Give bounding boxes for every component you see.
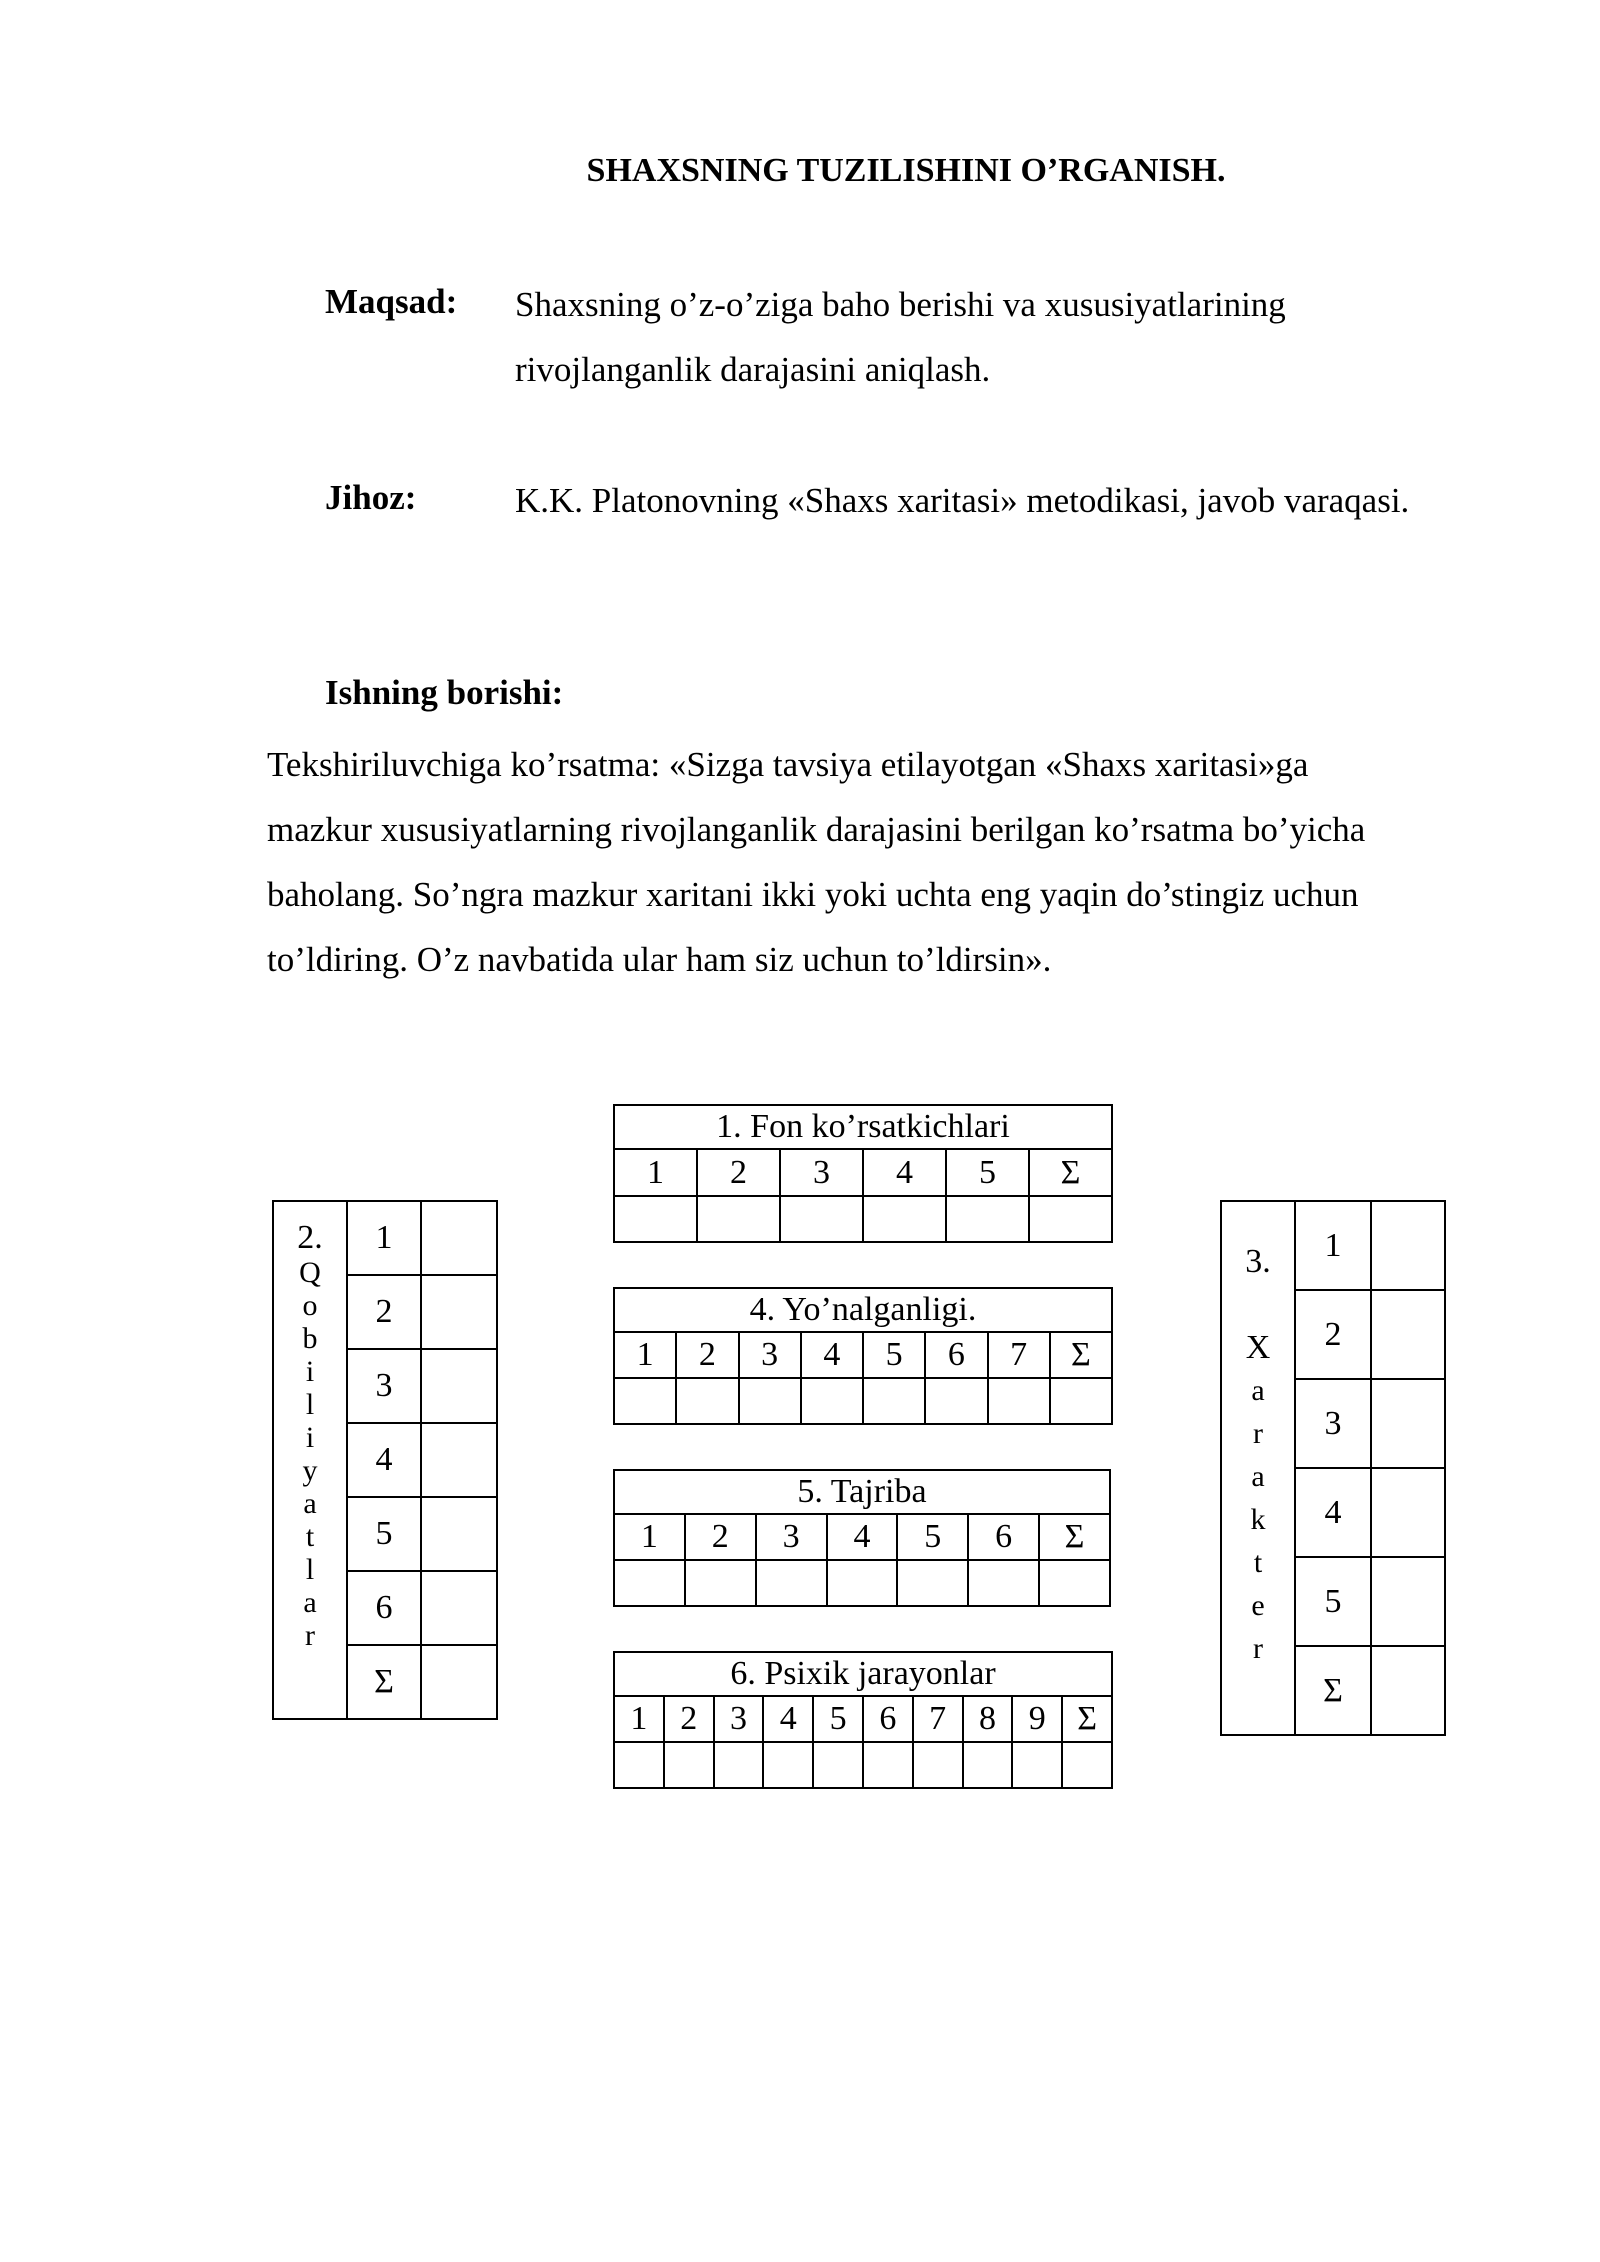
xarakter-title <box>1221 1201 1295 1735</box>
instruction-line: mazkur xususiyatlarning rivojlanganlik darajasini berilgan ko’rsatma bo’yicha <box>267 810 1366 849</box>
tajriba-header-cell: 4 <box>827 1514 898 1560</box>
psixik-blank-cell <box>714 1742 764 1788</box>
tajriba-header-cell: 3 <box>756 1514 827 1560</box>
qobiliyatlar-row-label: 5 <box>347 1497 421 1571</box>
maqsad-label: Maqsad: <box>325 282 458 321</box>
fon-blank-cell <box>697 1196 780 1242</box>
psixik-blank-cell <box>763 1742 813 1788</box>
yonalganligi-blank-cell <box>676 1378 738 1424</box>
instruction-line: baholang. So’ngra mazkur xaritani ikki yoki uchta eng yaqin do’stingiz uchun <box>267 875 1359 914</box>
xarakter-blank-cell <box>1371 1379 1445 1468</box>
xarakter-row-label: 5 <box>1295 1557 1371 1646</box>
yonalganligi-blank-cell <box>801 1378 863 1424</box>
psixik-header-cell: 3 <box>714 1696 764 1742</box>
yonalganligi-blank-cell <box>863 1378 925 1424</box>
tajriba-header-cell: Σ <box>1039 1514 1110 1560</box>
title-letter: t <box>1253 1546 1263 1579</box>
xarakter-row-label: 1 <box>1295 1201 1371 1290</box>
xarakter-blank-cell <box>1371 1557 1445 1646</box>
yonalganligi-blank-cell <box>925 1378 987 1424</box>
xarakter-blank-cell <box>1371 1468 1445 1557</box>
xarakter-blank-cell <box>1371 1646 1445 1735</box>
tajriba-header-cell: 1 <box>614 1514 685 1560</box>
jihoz-text: K.K. Platonovning «Shaxs xaritasi» metodikasi, javob varaqasi. <box>515 481 1410 520</box>
yonalganligi-header-cell: 3 <box>739 1332 801 1378</box>
qobiliyatlar-row-label: Σ <box>347 1645 421 1719</box>
tajriba-header-cell: 5 <box>897 1514 968 1560</box>
psixik-header-cell: 4 <box>763 1696 813 1742</box>
psixik-header-cell: 7 <box>913 1696 963 1742</box>
tajriba-blank-cell <box>1039 1560 1110 1606</box>
title-letter: a <box>303 1586 317 1619</box>
tajriba-blank-cell <box>685 1560 756 1606</box>
psixik-caption: 6. Psixik jarayonlar <box>614 1652 1112 1696</box>
tajriba-caption: 5. Tajriba <box>614 1470 1110 1514</box>
title-letter: i <box>305 1421 315 1454</box>
title-letter: e <box>1251 1589 1265 1622</box>
tajriba-blank-cell <box>756 1560 827 1606</box>
title-letter: t <box>305 1520 315 1553</box>
yonalganligi-header-cell: 4 <box>801 1332 863 1378</box>
title-letter: 2. <box>297 1219 323 1256</box>
title-letter: i <box>305 1355 315 1388</box>
psixik-blank-cell <box>1062 1742 1112 1788</box>
psixik-header-cell: 8 <box>963 1696 1013 1742</box>
fon-blank-cell <box>1029 1196 1112 1242</box>
tajriba-header-cell: 2 <box>685 1514 756 1560</box>
psixik-blank-cell <box>614 1742 664 1788</box>
title-letter: r <box>1253 1632 1263 1665</box>
qobiliyatlar-blank-cell <box>421 1275 497 1349</box>
title-letter: Q <box>299 1256 321 1289</box>
fon-blank-cell <box>863 1196 946 1242</box>
yonalganligi-caption: 4. Yo’nalganligi. <box>614 1288 1112 1332</box>
yonalganligi-header-cell: 5 <box>863 1332 925 1378</box>
maqsad-line-1: Shaxsning o’z-o’ziga baho berishi va xususiyatlarining <box>515 285 1286 324</box>
yonalganligi-blank-cell <box>614 1378 676 1424</box>
psixik-header-cell: Σ <box>1062 1696 1112 1742</box>
title-letter: o <box>302 1289 318 1322</box>
xarakter-row-label: 3 <box>1295 1379 1371 1468</box>
psixik-blank-cell <box>1012 1742 1062 1788</box>
psixik-header-cell: 9 <box>1012 1696 1062 1742</box>
yonalganligi-header-cell: 2 <box>676 1332 738 1378</box>
instruction-line: Tekshiriluvchiga ko’rsatma: «Sizga tavsiya etilayotgan «Shaxs xaritasi»ga <box>267 745 1309 784</box>
qobiliyatlar-row-label: 6 <box>347 1571 421 1645</box>
tajriba-blank-cell <box>614 1560 685 1606</box>
psixik-blank-cell <box>664 1742 714 1788</box>
qobiliyatlar-row-label: 4 <box>347 1423 421 1497</box>
tajriba-table <box>613 1469 1111 1607</box>
psixik-header-cell: 1 <box>614 1696 664 1742</box>
psixik-table <box>613 1651 1113 1789</box>
qobiliyatlar-row-label: 2 <box>347 1275 421 1349</box>
title-letter: a <box>303 1487 317 1520</box>
fon-blank-cell <box>614 1196 697 1242</box>
title-letter: 3. <box>1245 1243 1271 1280</box>
psixik-header-cell: 6 <box>863 1696 913 1742</box>
title-letter: y <box>302 1454 318 1487</box>
psixik-blank-cell <box>813 1742 863 1788</box>
psixik-blank-cell <box>913 1742 963 1788</box>
yonalganligi-table <box>613 1287 1113 1425</box>
fon-blank-cell <box>946 1196 1029 1242</box>
title-letter: X <box>1245 1329 1271 1366</box>
fon-blank-cell <box>780 1196 863 1242</box>
qobiliyatlar-table <box>272 1200 498 1720</box>
title-letter: b <box>302 1322 318 1355</box>
page-title: SHAXSNING TUZILISHINI O’RGANISH. <box>586 152 1226 189</box>
xarakter-table <box>1220 1200 1446 1736</box>
maqsad-text <box>515 272 1286 402</box>
fon-header-cell: 1 <box>614 1149 697 1196</box>
qobiliyatlar-blank-cell <box>421 1497 497 1571</box>
qobiliyatlar-blank-cell <box>421 1571 497 1645</box>
title-letter: r <box>1253 1417 1263 1450</box>
qobiliyatlar-blank-cell <box>421 1201 497 1275</box>
tajriba-header-cell: 6 <box>968 1514 1039 1560</box>
xarakter-row-label: Σ <box>1295 1646 1371 1735</box>
qobiliyatlar-blank-cell <box>421 1645 497 1719</box>
maqsad-line-2: rivojlanganlik darajasini aniqlash. <box>515 350 991 389</box>
fon-table <box>613 1104 1113 1243</box>
qobiliyatlar-title <box>273 1201 347 1719</box>
title-letter: a <box>1251 1374 1265 1407</box>
qobiliyatlar-row-label: 3 <box>347 1349 421 1423</box>
psixik-blank-cell <box>863 1742 913 1788</box>
qobiliyatlar-blank-cell <box>421 1349 497 1423</box>
title-letter: l <box>305 1388 315 1421</box>
xarakter-row-label: 4 <box>1295 1468 1371 1557</box>
yonalganligi-blank-cell <box>988 1378 1050 1424</box>
xarakter-blank-cell <box>1371 1201 1445 1290</box>
fon-header-cell: 5 <box>946 1149 1029 1196</box>
tajriba-blank-cell <box>968 1560 1039 1606</box>
fon-caption: 1. Fon ko’rsatkichlari <box>614 1105 1112 1149</box>
title-letter: a <box>1251 1460 1265 1493</box>
qobiliyatlar-blank-cell <box>421 1423 497 1497</box>
qobiliyatlar-row-label: 1 <box>347 1201 421 1275</box>
title-letter: r <box>305 1619 315 1652</box>
title-letter: l <box>305 1553 315 1586</box>
title-letter: k <box>1250 1503 1266 1536</box>
ishning-borishi-label: Ishning borishi: <box>325 673 564 712</box>
yonalganligi-header-cell: 1 <box>614 1332 676 1378</box>
jihoz-label: Jihoz: <box>325 478 417 517</box>
yonalganligi-blank-cell <box>739 1378 801 1424</box>
fon-header-cell: 4 <box>863 1149 946 1196</box>
instruction-line: to’ldiring. O’z navbatida ular ham siz uchun to’ldirsin». <box>267 940 1052 979</box>
fon-header-cell: Σ <box>1029 1149 1112 1196</box>
xarakter-row-label: 2 <box>1295 1290 1371 1379</box>
yonalganligi-header-cell: 6 <box>925 1332 987 1378</box>
fon-header-cell: 3 <box>780 1149 863 1196</box>
yonalganligi-header-cell: 7 <box>988 1332 1050 1378</box>
psixik-blank-cell <box>963 1742 1013 1788</box>
yonalganligi-header-cell: Σ <box>1050 1332 1112 1378</box>
psixik-header-cell: 5 <box>813 1696 863 1742</box>
tajriba-blank-cell <box>897 1560 968 1606</box>
instruction-paragraph <box>267 732 1487 992</box>
yonalganligi-blank-cell <box>1050 1378 1112 1424</box>
xarakter-blank-cell <box>1371 1290 1445 1379</box>
tajriba-blank-cell <box>827 1560 898 1606</box>
psixik-header-cell: 2 <box>664 1696 714 1742</box>
fon-header-cell: 2 <box>697 1149 780 1196</box>
